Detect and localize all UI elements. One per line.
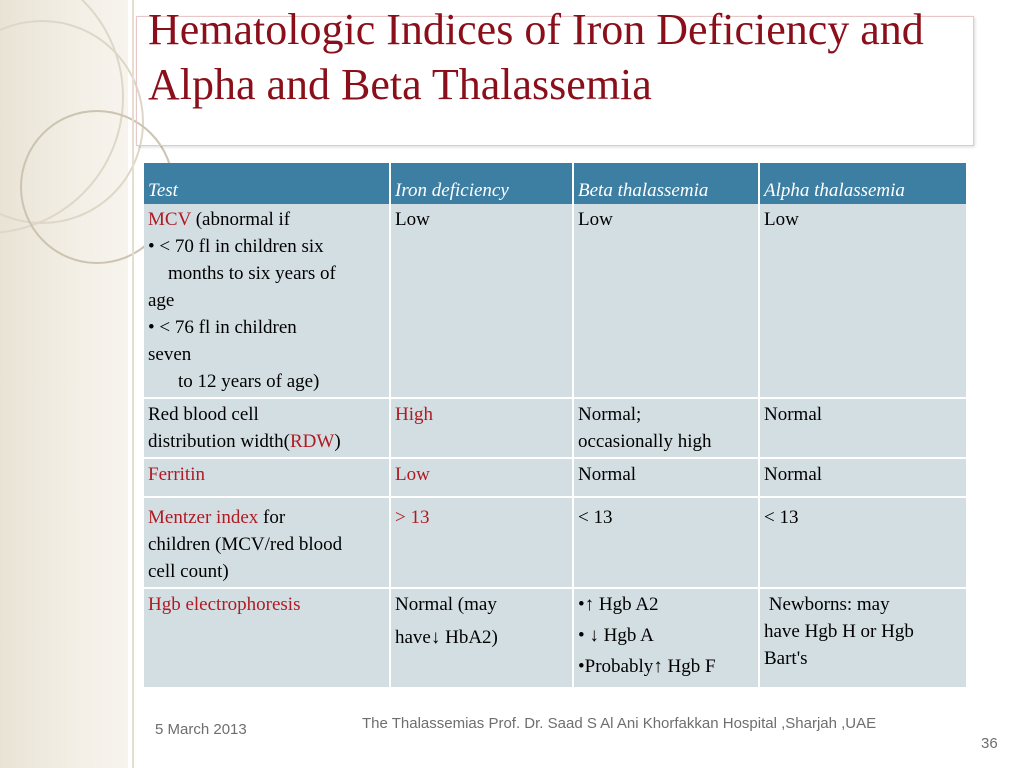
bullet-line-cont: seven xyxy=(148,344,192,365)
footer-text: The Thalassemias Prof. Dr. Saad S Al Ani Khorfakkan Hospital ,Sharjah ,UAE xyxy=(362,715,877,732)
left-divider-line xyxy=(132,0,134,768)
alpha-cell xyxy=(759,588,966,688)
iron-cell: > 13 xyxy=(390,497,573,588)
alpha-text: Newborns: may xyxy=(764,594,890,615)
test-text: children (MCV/red blood xyxy=(148,534,343,555)
beta-text: occasionally high xyxy=(578,431,712,452)
header-beta-thalassemia: Beta thalassemia xyxy=(573,163,759,204)
beta-cell: Low xyxy=(573,204,759,398)
beta-text: •Probably↑ Hgb F xyxy=(578,656,716,677)
test-cell-mcv xyxy=(144,204,390,398)
table-row xyxy=(144,204,966,398)
iron-text: Normal (may xyxy=(395,594,497,615)
test-text: cell count) xyxy=(148,561,229,582)
alpha-text: have Hgb H or Hgb xyxy=(764,621,914,642)
bullet-line-end: age xyxy=(148,290,175,311)
test-name-red: Mentzer index xyxy=(148,507,259,528)
test-text: (abnormal if xyxy=(190,209,291,230)
test-cell-rdw xyxy=(144,398,390,458)
slide-title: Hematologic Indices of Iron Deficiency and Alpha and Beta Thalassemia xyxy=(148,5,924,109)
bullet-line-end: to 12 years of age) xyxy=(178,371,320,392)
header-iron-deficiency: Iron deficiency xyxy=(390,163,573,204)
iron-cell: Low xyxy=(390,204,573,398)
bullet-line: • < 70 fl in children six xyxy=(148,236,324,257)
alpha-cell: Normal xyxy=(759,458,966,497)
test-text: Red blood cell xyxy=(148,404,259,425)
header-alpha-thalassemia: Alpha thalassemia xyxy=(759,163,966,204)
alpha-text: Bart's xyxy=(764,648,808,669)
indices-table xyxy=(144,163,966,689)
beta-cell: < 13 xyxy=(573,497,759,588)
iron-text: have↓ HbA2) xyxy=(395,627,498,648)
alpha-cell: Low xyxy=(759,204,966,398)
test-name-red: MCV xyxy=(148,209,191,230)
test-text: ) xyxy=(334,431,341,452)
iron-cell: Low xyxy=(390,458,573,497)
footer-date: 5 March 2013 xyxy=(155,721,247,738)
test-name-red: RDW xyxy=(289,431,335,452)
beta-text: •↑ Hgb A2 xyxy=(578,594,659,615)
alpha-cell: Normal xyxy=(759,398,966,458)
beta-cell: Normal xyxy=(573,458,759,497)
test-text: distribution width( xyxy=(148,431,290,452)
table-row xyxy=(144,497,966,588)
table-row xyxy=(144,458,966,497)
beta-cell xyxy=(573,398,759,458)
alpha-cell: < 13 xyxy=(759,497,966,588)
test-cell-ferritin: Ferritin xyxy=(144,458,390,497)
beta-cell xyxy=(573,588,759,688)
bullet-line: • < 76 fl in children xyxy=(148,317,297,338)
test-cell-hgb: Hgb electrophoresis xyxy=(144,588,390,688)
table-row xyxy=(144,398,966,458)
test-cell-mentzer xyxy=(144,497,390,588)
beta-text: • ↓ Hgb A xyxy=(578,625,654,646)
beta-text: Normal; xyxy=(578,404,642,425)
iron-cell xyxy=(390,588,573,688)
bullet-line-cont: months to six years of xyxy=(168,263,336,284)
table-header-row xyxy=(144,163,966,204)
page-number: 36 xyxy=(981,735,998,752)
header-test: Test xyxy=(144,163,390,204)
test-text: for xyxy=(258,507,286,528)
iron-cell: High xyxy=(390,398,573,458)
table-row xyxy=(144,588,966,688)
